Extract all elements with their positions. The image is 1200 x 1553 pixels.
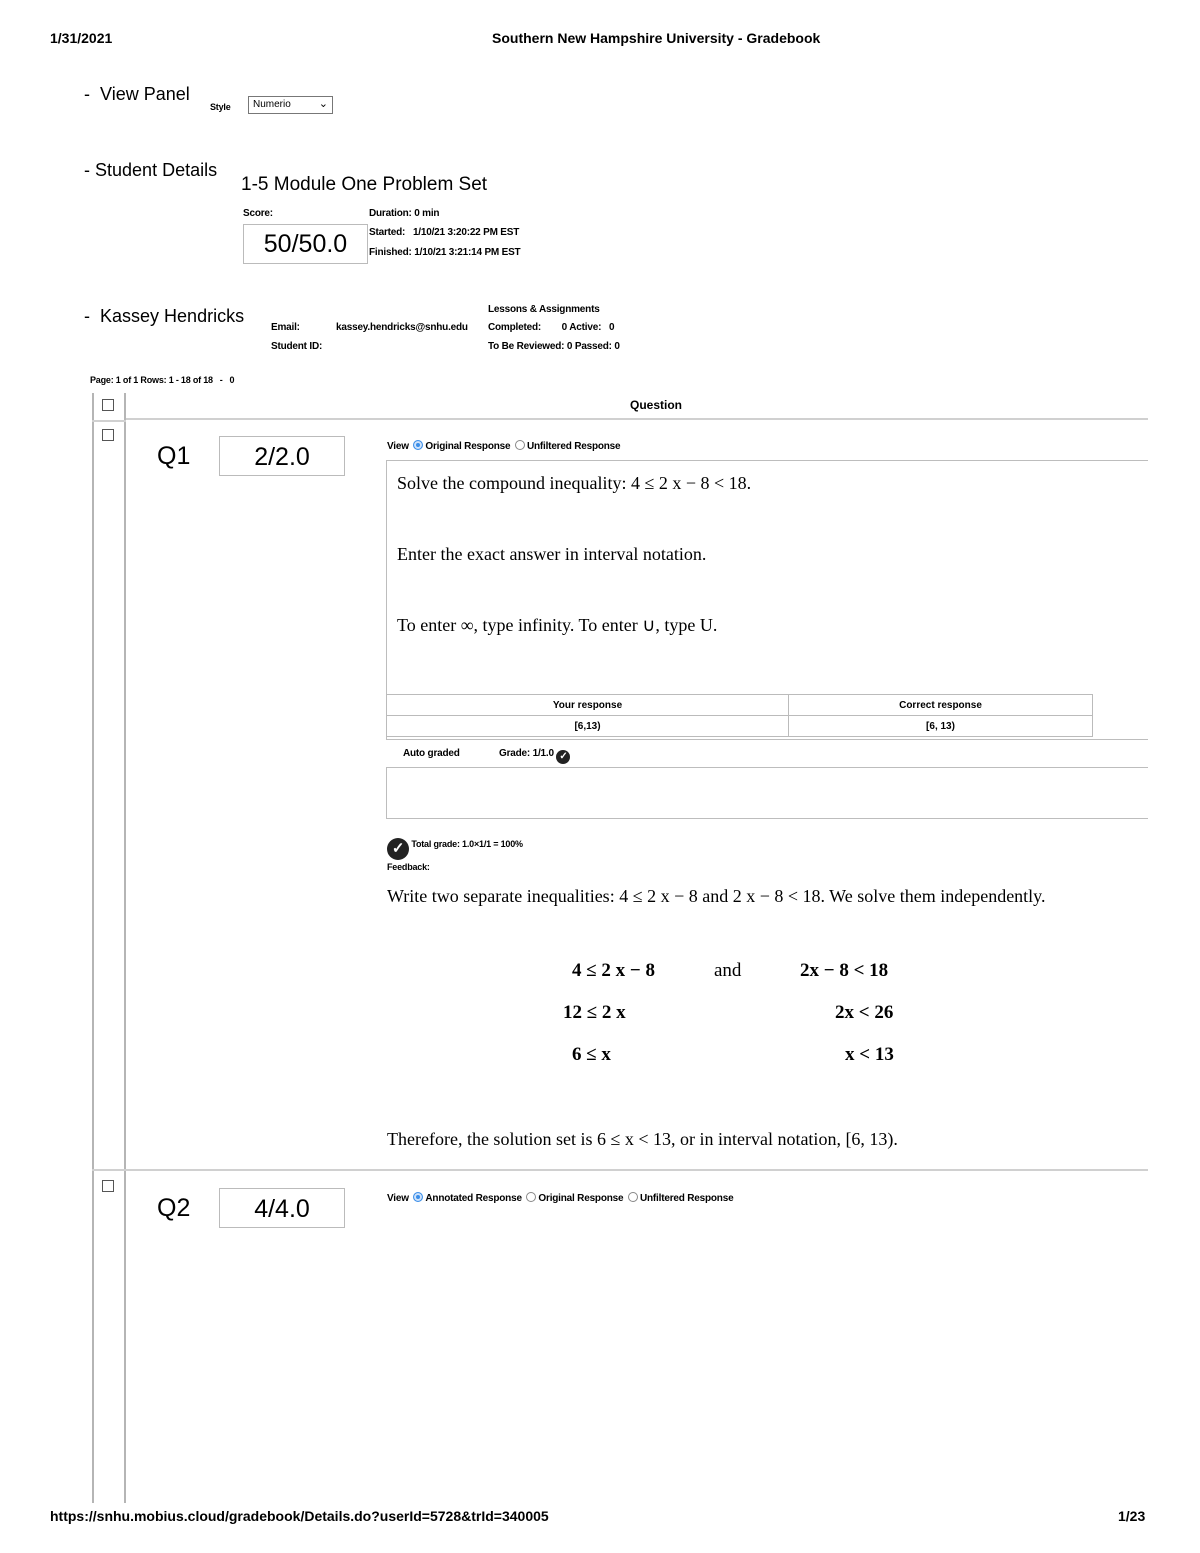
- q2-option-original[interactable]: Original Response: [538, 1193, 624, 1204]
- q1-total-grade-row: [387, 838, 523, 860]
- finished-row: [369, 247, 520, 258]
- q1-prompt-line-2: Enter the exact answer in interval notation.: [397, 544, 707, 564]
- q1-radio-unfiltered[interactable]: [515, 440, 525, 450]
- active-value: 0: [608, 322, 615, 333]
- style-select-value: Numerio: [253, 99, 291, 110]
- q1-prompt-line-1: Solve the compound inequality: 4 ≤ 2 x − 8 < 18.: [397, 473, 752, 493]
- active-label: Active:: [569, 322, 602, 333]
- q1-auto-graded: Auto graded: [403, 748, 460, 759]
- work-left-1: 4 ≤ 2 x − 8: [572, 960, 656, 981]
- your-response-value: [6,13): [387, 716, 789, 737]
- q2-option-unfiltered[interactable]: Unfiltered Response: [639, 1193, 734, 1204]
- email-label: Email:: [271, 322, 300, 333]
- page-header-title: Southern New Hampshire University - Gradebook: [492, 30, 821, 46]
- pagination: [90, 375, 234, 385]
- print-date: 1/31/2021: [50, 30, 113, 46]
- student-toggle[interactable]: -: [84, 306, 90, 326]
- q2-view-options: [387, 1192, 733, 1204]
- table-left-border: [92, 393, 94, 1503]
- q2-option-annotated[interactable]: Annotated Response: [425, 1193, 522, 1204]
- student-details-toggle[interactable]: -: [84, 160, 90, 180]
- check-circle-icon: ✓: [387, 838, 409, 860]
- student-name: Kassey Hendricks: [100, 306, 245, 326]
- work-right-2: 2x < 26: [835, 1002, 894, 1023]
- q1-comment-box: [386, 767, 1148, 819]
- correct-response-value: [6, 13): [789, 716, 1093, 737]
- q2-view-label: View: [387, 1193, 409, 1204]
- work-right-3: x < 13: [845, 1044, 894, 1065]
- q1-option-original[interactable]: Original Response: [425, 441, 511, 452]
- q1-checkbox[interactable]: [102, 429, 114, 441]
- q1-option-unfiltered[interactable]: Unfiltered Response: [526, 441, 621, 452]
- view-panel-section: [84, 84, 190, 105]
- q1-radio-original[interactable]: [413, 440, 423, 450]
- q1-row-divider: [92, 1169, 1148, 1171]
- correct-response-header: Correct response: [789, 695, 1093, 716]
- work-right-1: 2x − 8 < 18: [800, 960, 889, 981]
- started-value: 1/10/21 3:20:22 PM EST: [412, 227, 520, 238]
- started-row: [369, 227, 519, 238]
- work-left-2: 12 ≤ 2 x: [563, 1002, 626, 1023]
- finished-label: Finished:: [369, 247, 412, 258]
- to-be-reviewed-value: 0: [566, 341, 573, 352]
- student-details-section: [84, 160, 217, 181]
- q2-label: Q2: [157, 1194, 191, 1222]
- q1-grade: Grade: 1/1.0: [499, 748, 554, 759]
- completed-label: Completed:: [488, 322, 542, 333]
- q2-checkbox[interactable]: [102, 1180, 114, 1192]
- review-row: [488, 341, 620, 352]
- view-panel-toggle[interactable]: -: [84, 84, 90, 104]
- total-score-box: 50/50.0: [243, 224, 368, 264]
- student-section: [84, 306, 244, 327]
- q1-prompt-line-3: To enter ∞, type infinity. To enter ∪, type U.: [397, 615, 718, 635]
- student-details-title: Student Details: [95, 160, 218, 180]
- score-label: Score:: [243, 208, 273, 219]
- completed-value: 0: [561, 322, 568, 333]
- q1-label: Q1: [157, 442, 191, 470]
- pagination-text: Page: 1 of 1 Rows: 1 - 18 of 18: [90, 375, 213, 385]
- q1-view-options: [387, 440, 620, 452]
- q1-feedback-label: Feedback:: [387, 862, 430, 872]
- q1-total-grade: Total grade: 1.0×1/1 = 100%: [411, 839, 523, 849]
- row-divider-left: [92, 420, 126, 422]
- q1-feedback-intro: Write two separate inequalities: 4 ≤ 2 x − 8 and 2 x − 8 < 18. We solve them independently.: [387, 886, 1046, 906]
- question-column-header: Question: [630, 398, 683, 412]
- q2-score-box: 4/4.0: [219, 1188, 345, 1228]
- style-select[interactable]: [248, 96, 333, 114]
- q1-view-label: View: [387, 441, 409, 452]
- pagination-count: 0: [229, 375, 235, 385]
- select-all-checkbox[interactable]: [102, 399, 114, 411]
- q1-response-table: [386, 694, 1093, 737]
- chevron-down-icon: ⌄: [318, 98, 328, 110]
- completed-row: [488, 322, 614, 333]
- q2-radio-annotated[interactable]: [413, 1192, 423, 1202]
- pagination-separator: -: [219, 375, 223, 385]
- q1-conclusion: Therefore, the solution set is 6 ≤ x < 13, or in interval notation, [6, 13).: [387, 1129, 898, 1149]
- passed-label: Passed:: [574, 341, 612, 352]
- q1-grade-row: [499, 748, 570, 764]
- style-label: Style: [210, 102, 231, 112]
- student-id-label: Student ID:: [271, 341, 323, 352]
- view-panel-title: View Panel: [100, 84, 190, 104]
- work-and: and: [714, 960, 742, 981]
- checkbox-column-border: [124, 393, 126, 1503]
- page-number: 1/23: [1118, 1508, 1146, 1524]
- passed-value: 0: [614, 341, 620, 352]
- your-response-header: Your response: [387, 695, 789, 716]
- header-divider: [126, 418, 1148, 420]
- q2-radio-original[interactable]: [526, 1192, 536, 1202]
- assignment-title: 1-5 Module One Problem Set: [241, 174, 488, 195]
- q1-score-box: 2/2.0: [219, 436, 345, 476]
- finished-value: 1/10/21 3:21:14 PM EST: [414, 247, 521, 258]
- work-left-3: 6 ≤ x: [572, 1044, 611, 1065]
- check-icon: ✓: [556, 750, 570, 764]
- to-be-reviewed-label: To Be Reviewed:: [488, 341, 565, 352]
- q2-radio-unfiltered[interactable]: [628, 1192, 638, 1202]
- footer-url[interactable]: https://snhu.mobius.cloud/gradebook/Details.do?userId=5728&trId=340005: [50, 1508, 549, 1524]
- lessons-header: Lessons & Assignments: [488, 304, 600, 315]
- email-value: kassey.hendricks@snhu.edu: [336, 322, 468, 333]
- started-label: Started:: [369, 227, 406, 238]
- duration: Duration: 0 min: [369, 208, 440, 219]
